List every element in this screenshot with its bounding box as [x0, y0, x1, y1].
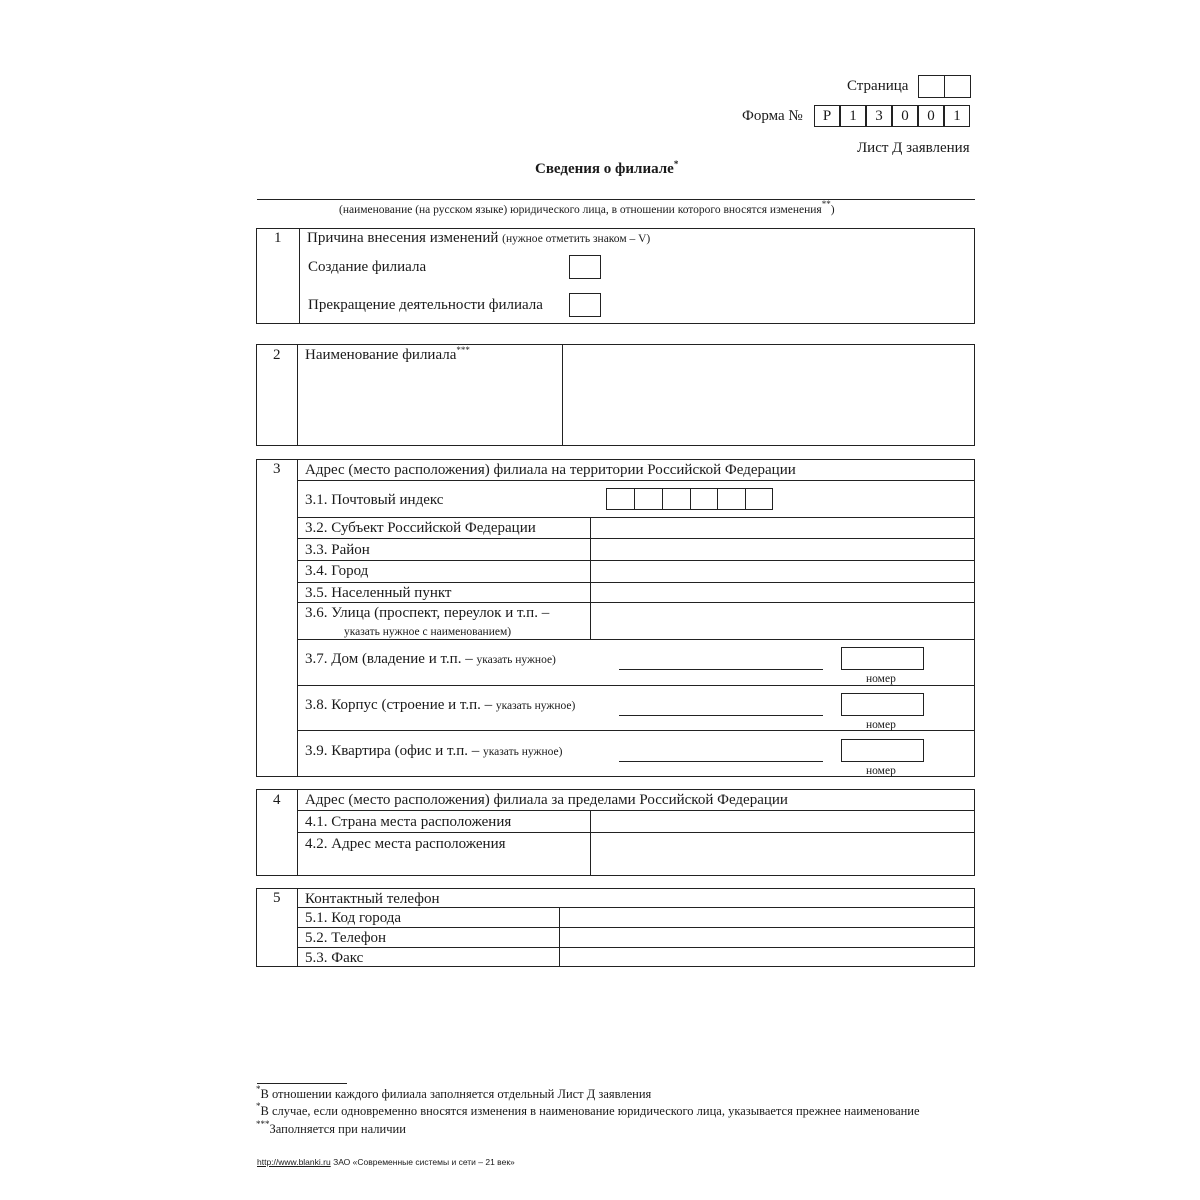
- postal-code-input[interactable]: [606, 488, 773, 510]
- district-field[interactable]: [591, 539, 974, 560]
- footnote-1: *В отношении каждого филиала заполняется отдельный Лист Д заявления: [256, 1084, 652, 1101]
- postal-code-digit[interactable]: [662, 488, 691, 510]
- apartment-type-line[interactable]: [619, 761, 823, 762]
- house-label: 3.7. Дом (владение и т.п. – указать нужное): [305, 651, 556, 667]
- section-number: 3: [273, 461, 281, 477]
- street-hint: указать нужное с наименованием): [344, 626, 512, 638]
- city-field[interactable]: [591, 561, 974, 582]
- country-label: 4.1. Страна места расположения: [305, 814, 512, 830]
- fax-label: 5.3. Факс: [305, 950, 364, 966]
- section-5-title: Контактный телефон: [305, 891, 440, 907]
- section-2-title: Наименование филиала***: [305, 345, 470, 363]
- form-code-char: 0: [918, 105, 944, 127]
- street-label: 3.6. Улица (проспект, переулок и т.п. –: [305, 605, 550, 621]
- foreign-address-field[interactable]: [591, 833, 974, 875]
- footnote-separator: [257, 1083, 347, 1084]
- page-footer: [257, 1157, 515, 1167]
- section-3-title: Адрес (место расположения) филиала на территории Российской Федерации: [305, 462, 796, 478]
- settlement-field[interactable]: [591, 583, 974, 602]
- create-branch-checkbox[interactable]: [569, 255, 601, 279]
- house-number-caption: номер: [866, 673, 896, 685]
- fax-field[interactable]: [560, 948, 974, 966]
- city-label: 3.4. Город: [305, 563, 369, 579]
- form-code-char: 1: [840, 105, 866, 127]
- house-type-line[interactable]: [619, 669, 823, 670]
- country-field[interactable]: [591, 811, 974, 832]
- legal-entity-name-caption: (наименование (на русском языке) юридического лица, в отношении которого вносятся изменения**): [339, 199, 835, 216]
- form-code-char: 1: [944, 105, 970, 127]
- street-field[interactable]: [591, 603, 974, 639]
- postal-code-label: 3.1. Почтовый индекс: [305, 492, 444, 508]
- page-number-box-1[interactable]: [918, 75, 945, 98]
- section-number: 5: [273, 890, 281, 906]
- house-number-input[interactable]: [841, 647, 924, 670]
- branch-name-field[interactable]: [563, 345, 974, 445]
- subject-field[interactable]: [591, 518, 974, 538]
- terminate-branch-checkbox[interactable]: [569, 293, 601, 317]
- apartment-number-caption: номер: [866, 765, 896, 777]
- option-create-branch: Создание филиала: [308, 259, 427, 275]
- section-number: 4: [273, 792, 281, 808]
- form-code-char: Р: [814, 105, 840, 127]
- sheet-label: Лист Д заявления: [857, 140, 970, 156]
- section-number: 1: [274, 230, 282, 246]
- apartment-label: 3.9. Квартира (офис и т.п. – указать нужное): [305, 743, 563, 759]
- postal-code-digit[interactable]: [690, 488, 719, 510]
- form-code-char: 0: [892, 105, 918, 127]
- postal-code-digit[interactable]: [634, 488, 663, 510]
- settlement-label: 3.5. Населенный пункт: [305, 585, 452, 601]
- city-code-field[interactable]: [560, 908, 974, 927]
- city-code-label: 5.1. Код города: [305, 910, 402, 926]
- form-code: [814, 105, 972, 127]
- building-number-caption: номер: [866, 719, 896, 731]
- building-type-line[interactable]: [619, 715, 823, 716]
- postal-code-digit[interactable]: [717, 488, 746, 510]
- district-label: 3.3. Район: [305, 542, 370, 558]
- section-4-title: Адрес (место расположения) филиала за пределами Российской Федерации: [305, 792, 788, 808]
- page-label: Страница: [847, 78, 909, 94]
- company-name: ЗАО «Современные системы и сети – 21 век»: [330, 1157, 515, 1167]
- form-code-char: 3: [866, 105, 892, 127]
- section-number: 2: [273, 347, 281, 363]
- site-link[interactable]: http://www.blanki.ru: [257, 1157, 331, 1167]
- postal-code-digit[interactable]: [745, 488, 773, 510]
- subject-label: 3.2. Субъект Российской Федерации: [305, 520, 536, 536]
- page-title: Сведения о филиале*: [535, 159, 679, 177]
- page-number-box-2[interactable]: [944, 75, 971, 98]
- footnote-3: ***Заполняется при наличии: [256, 1119, 406, 1136]
- form-label: Форма №: [742, 108, 803, 124]
- foreign-address-label: 4.2. Адрес места расположения: [305, 836, 506, 852]
- phone-label: 5.2. Телефон: [305, 930, 387, 946]
- footnote-2: *В случае, если одновременно вносятся изменения в наименование юридического лица, указывается прежнее наименование: [256, 1101, 920, 1118]
- option-terminate-branch: Прекращение деятельности филиала: [308, 297, 543, 313]
- building-label: 3.8. Корпус (строение и т.п. – указать нужное): [305, 697, 576, 713]
- postal-code-digit[interactable]: [606, 488, 635, 510]
- legal-entity-name-line[interactable]: [257, 199, 975, 200]
- apartment-number-input[interactable]: [841, 739, 924, 762]
- building-number-input[interactable]: [841, 693, 924, 716]
- section-1-title: Причина внесения изменений (нужное отметить знаком – V): [307, 230, 651, 246]
- phone-field[interactable]: [560, 928, 974, 947]
